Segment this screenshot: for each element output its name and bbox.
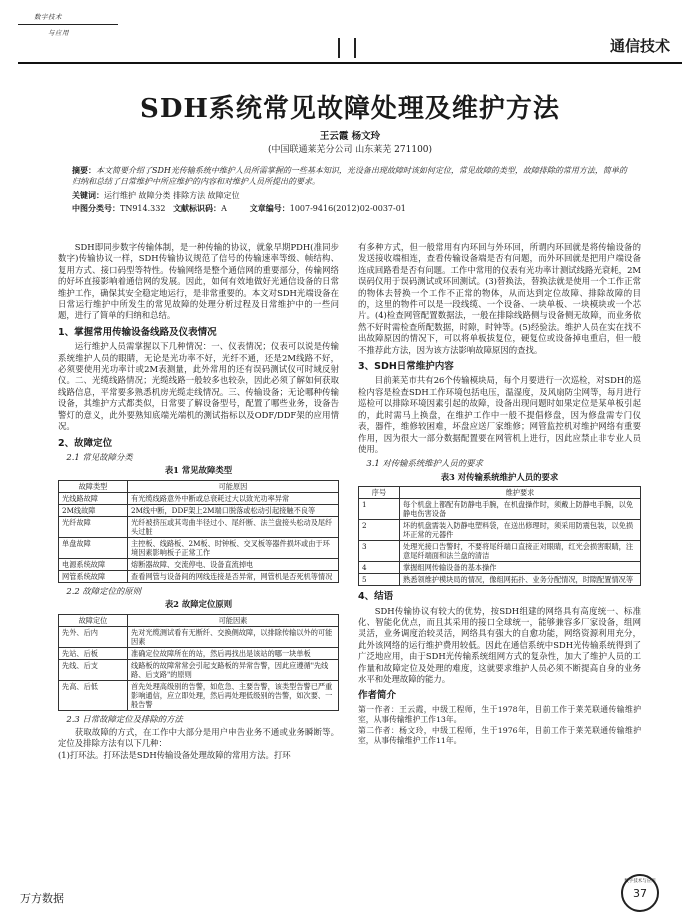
cls-label: 中图分类号： xyxy=(72,203,120,213)
art-value: 1007-9416(2012)02-0037-01 xyxy=(289,204,406,213)
table-cell: 每个机盘上都配有防静电手腕，在机盘操作时，须戴上防静电手腕，以免静电伤害设备 xyxy=(400,499,641,520)
section-4-heading: 4、结语 xyxy=(358,591,394,603)
abstract-text: 本文简要介绍了SDH光传输系统中维护人员所需掌握的一些基本知识，光设备出现故障时该如何定位，常见故障的类型，故障排除的常用方法，简单的归纳和总结了日常维护中所应维护的内容和对维护人员所提出的要求。 xyxy=(72,166,627,186)
section-1-text: 运行维护人员需掌握以下几种情况：一、仪表情况；仪表可以说是传输系统维护人员的眼睛，无论是光功率不好，光纤不通，还是2M线路不好，必须要使用光功率计或2M表测量，此外常用的还有误码测试仪可时域反射仪。二、光缆线路情况；光缆线路一般较多也较杂，因此必须了解如何获取线路信息，平常要多熟悉机房光缆走线情况。三、传输设备；无论哪种传输设备，其维护方式都类似，日常要了解设备型号，配置了哪些业务，设备告警灯的意义，此外要熟知底端光端机的测试指标以及ODF/DDF架的应用情况。 xyxy=(58,341,339,432)
page-number-badge xyxy=(621,874,659,912)
abstract xyxy=(72,165,632,187)
table-cell: 电源系统故障 xyxy=(59,558,128,570)
table-row xyxy=(59,626,339,647)
table-1-header: 故障类型 xyxy=(59,480,128,492)
table-1-caption: 表1 常见故障类型 xyxy=(164,465,233,476)
table-cell: 主控板、线路板、2M板、时钟板、交叉板等器件损坏或由于环境因素影响板子正常工作 xyxy=(128,537,339,558)
table-cell: 网管系统故障 xyxy=(59,570,128,582)
right-column xyxy=(358,242,641,747)
section-3-1-heading: 3.1 对传输系统维护人员的要求 xyxy=(366,458,483,469)
table-row xyxy=(359,499,641,520)
article-title: SDH系统常见故障处理及维护方法 xyxy=(140,94,560,124)
section-2-1-heading: 2.1 常见故障分类 xyxy=(66,451,133,462)
abstract-label: 摘要： xyxy=(72,165,96,175)
table-cell: 首先处理高级别的告警，如危急、主要告警，该类型告警已严重影响通信，应立即处理，然后再处理低级别的告警，如次要、一般告警 xyxy=(128,680,339,710)
section-4-text: SDH传输协议有较大的优势，按SDH组建的网络具有高度统一、标准化、智能化优点，而且其采用的接口全球统一，能够兼容多厂家设备，组网灵活，业务调度治较灵活，网络具有强大的自愈功能，网络资源利用充分，此外该网络的运行维护费用较低。因此在通信系统中SDH光传输系统得到了广泛地应用，由于SDH光传输系统组网方式的复杂性，加大了维护人员的工作量和故障定位及处理的难度，这就要求维护人员必须不断提高自身的业务水平和处理故障的能力。 xyxy=(358,605,641,684)
intro-paragraph: SDH即同步数字传输体制，是一种传输的协议，就象早期PDH(准同步数字)传输协议一样，SDH传输协议规范了信号的传输速率等级、帧结构、复用方式、接口码型等特性。传输网络是整个通信网的重要部分，传输网络的好坏直接影响着通信网的发展。因此，如何有效地做好光通信设备的日常维护工作，确保其安全稳定地运行，是非常重要的。本文对SDH光端设备在日常运行维护中所发生的常见故障的处理分析过程及日常维护中的一些问题，进行了简单的归纳和总结。 xyxy=(58,242,339,321)
table-cell: 先线、后支 xyxy=(59,659,128,680)
table-cell: 处理光接口告警时，不要将尾纤端口直接正对眼睛，红光会损害眼睛，注意尾纤端面和法兰盘的清洁 xyxy=(400,541,641,562)
table-cell: 查看网管与设备间的网线连接是否异常，网管机是否死机等情况 xyxy=(128,570,339,582)
table-2 xyxy=(58,614,339,711)
table-3-header: 维护要求 xyxy=(400,487,641,499)
table-row xyxy=(359,562,641,574)
section-2-heading: 2、故障定位 xyxy=(58,437,113,449)
table-row xyxy=(59,570,339,582)
page-badge-label: 数字技术与应用 xyxy=(624,879,656,884)
table-cell: 先高、后低 xyxy=(59,680,128,710)
table-2-header: 可能因素 xyxy=(128,614,339,626)
table-cell: 有光缆线路意外中断或总衰耗过大以致光功率异常 xyxy=(128,492,339,504)
table-cell: 光线路故障 xyxy=(59,492,128,504)
table-row xyxy=(59,537,339,558)
table-row xyxy=(59,504,339,516)
table-cell: 4 xyxy=(359,562,400,574)
table-3-header: 序号 xyxy=(359,487,400,499)
table-cell: 线路板的故障常常会引起支路板的异常告警，因此应遵循"先线路、后支路"的原则 xyxy=(128,659,339,680)
authors: 王云霞 杨文玲 xyxy=(319,131,381,142)
table-cell: 先站、后板 xyxy=(59,647,128,659)
journal-logo-line2: 与应用 xyxy=(48,29,69,37)
header-divider xyxy=(338,38,340,58)
header-divider xyxy=(354,38,356,58)
table-1 xyxy=(58,480,339,583)
table-cell: 熟悉领维护模块局的情况，像组网拓扑、业务分配情况，时隙配置情况等 xyxy=(400,574,641,586)
affiliation: (中国联通莱芜分公司 山东莱芜 271100) xyxy=(267,145,433,155)
table-1-header: 可能原因 xyxy=(128,480,339,492)
table-row xyxy=(59,659,339,680)
table-cell: 熔断器故障、交流停电、设备直流掉电 xyxy=(128,558,339,570)
table-cell: 2M线中断，DDF架上2M端口脱落或松动引起接触不良等 xyxy=(128,504,339,516)
table-cell: 2M线故障 xyxy=(59,504,128,516)
table-cell: 单盘故障 xyxy=(59,537,128,558)
table-cell: 1 xyxy=(359,499,400,520)
table-row xyxy=(59,492,339,504)
section-3-heading: 3、SDH日常维护内容 xyxy=(358,361,454,373)
table-row xyxy=(59,680,339,710)
table-cell: 掌握组网传输设备的基本操作 xyxy=(400,562,641,574)
table-cell: 5 xyxy=(359,574,400,586)
author-bio-heading: 作者简介 xyxy=(358,690,397,702)
section-1-heading: 1、掌握常用传输设备线路及仪表情况 xyxy=(58,326,217,338)
table-2-header: 故障定位 xyxy=(59,614,128,626)
table-row xyxy=(59,647,339,659)
art-label: 文章编号： xyxy=(249,203,290,213)
cls-value: TN914.332 xyxy=(120,204,166,213)
keywords-text: 运行维护 故障分类 排除方法 故障定位 xyxy=(104,191,240,200)
section-3-text: 目前莱芜市共有26个传输模块局，每个月要进行一次巡检，对SDH的巡检内容是检查SDH工作环境包括电压，温湿度，及风扇防尘网等，每月进行巡检可以排除环境因素引起的故障，设备出现问题时如果定位是某单板引起的，此时需马上换盘，在维护工作中一般不提倡修盘，因为修盘需专门仪表，器件，维修较困难，坏盘应送厂家维修；网管监控机对维护网络有重要作用，因为很大一部分数据配置要在网管机上进行，因此应禁止非专业人员使用。 xyxy=(358,375,641,454)
table-cell: 先外、后内 xyxy=(59,626,128,647)
header-rule-left xyxy=(18,24,118,25)
journal-logo-line1: 数字技术 xyxy=(34,13,62,21)
table-cell: 3 xyxy=(359,541,400,562)
continued-paragraph: 有多种方式，但一般常用有内环回与外环回，所谓内环回就是将传输设备的发送接收端相连，查看传输设备端是否有问题，而外环回就是把用户端设备连成回路看是否有问题。工作中常用的仪表有光功率计测试线路光衰耗，2M误码仪用于误码测试或环回测试。(3)替换法，替换法就是使用一个工作正常的物体去替换一个工作不正常的物体，从而达到定位故障、排除故障的目的，这里的物件可以是一段线缆、一个设备、一块单板、一块模块或一个芯片。(4)检查网管配置数据法，一般在排除线路侧与设备侧无故障，而业务依然不好时需检查所配数据，时隙，时钟等。(5)经验法。维护人员在实在找不出故障原因的情况下，可以将单板拔复位，硬复位或设备掉电重启，但一般不推荐此方法，因为该方法影响故障原因的查找。 xyxy=(358,242,641,355)
left-column xyxy=(58,242,339,761)
table-cell: 光纤被挤压或其弯曲半径过小、尾纤断、法兰盘接头松动及尾纤头过脏 xyxy=(128,516,339,537)
table-row xyxy=(359,541,641,562)
table-3 xyxy=(358,486,641,586)
table-cell: 2 xyxy=(359,520,400,541)
doc-value: A xyxy=(221,204,227,213)
doc-label: 文献标识码： xyxy=(173,203,222,213)
section-2-3-heading: 2.3 日常故障定位及排除的方法 xyxy=(66,713,183,724)
author-bio-2: 第二作者：杨文玲，中级工程师，生于1976年，目前工作于莱芜联通传输维护室，从事传输维护工作11年。 xyxy=(358,725,641,746)
table-cell: 准确定位故障所在的站，然后再找出是该站的哪一块单板 xyxy=(128,647,339,659)
classification-line xyxy=(72,203,632,214)
table-row xyxy=(359,574,641,586)
table-row xyxy=(59,516,339,537)
journal-logo xyxy=(22,10,114,50)
method-item-1: (1)打环法。打环法是SDH传输设备处理故障的常用方法。打环 xyxy=(58,749,291,760)
table-2-caption: 表2 故障定位原则 xyxy=(164,599,233,610)
section-2-2-heading: 2.2 故障定位的原则 xyxy=(66,585,141,596)
header-rule xyxy=(18,62,682,64)
table-cell: 坏的机盘需装入防静电塑料袋，在送出修理时，须采用防震包装，以免损坏正常的元器件 xyxy=(400,520,641,541)
section-label: 通信技术 xyxy=(609,37,670,55)
table-cell: 先对光缆测试看有无断纤、交换侧故障，以排除传输以外的可能因素 xyxy=(128,626,339,647)
page-number: 37 xyxy=(633,887,647,900)
section-2-3-text: 获取故障的方式，在工作中大部分是用户申告业务不通或业务瞬断等。定位及排除方法有以下几种： xyxy=(58,726,339,749)
author-bio-1: 第一作者：王云霞，中级工程师，生于1978年，目前工作于莱芜联通传输维护室，从事传输维护工作13年。 xyxy=(358,704,641,725)
table-row xyxy=(59,558,339,570)
table-3-caption: 表3 对传输系统维护人员的要求 xyxy=(440,471,559,482)
source-watermark: 万方数据 xyxy=(20,892,64,905)
keywords xyxy=(72,190,632,201)
table-cell: 光纤故障 xyxy=(59,516,128,537)
keywords-label: 关键词： xyxy=(72,190,104,200)
table-row xyxy=(359,520,641,541)
